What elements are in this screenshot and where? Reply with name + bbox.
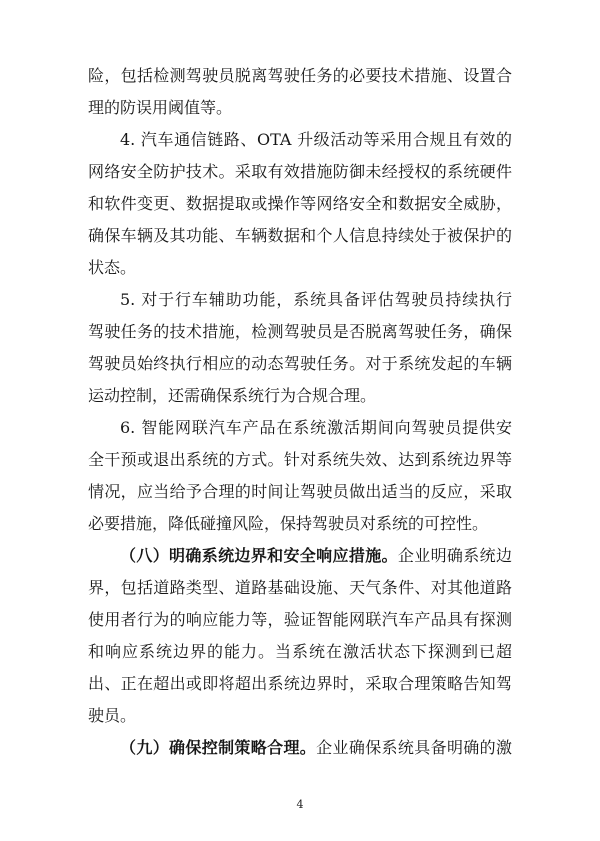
text-line <box>88 540 512 572</box>
text-line <box>88 732 512 764</box>
paragraph-continuation <box>88 60 512 124</box>
paragraph-item-4 <box>88 124 512 284</box>
text-line: 情况，应当给予合理的时间让驾驶员做出适当的反应，采取 <box>88 482 512 501</box>
paragraph-item-6 <box>88 412 512 540</box>
text-line: 和软件变更、数据提取或操作等网络安全和数据安全威胁， <box>88 194 512 213</box>
text-line: 使用者行为的响应能力等，验证智能网联汽车产品具有探测 <box>88 610 512 629</box>
text-line: 确保车辆及其功能、车辆数据和个人信息持续处于被保护的 <box>88 226 512 245</box>
text-run: 企业确保系统具备明确的激 <box>316 738 512 757</box>
section-heading: （九）确保控制策略合理。 <box>120 738 317 757</box>
paragraph-section-9 <box>88 732 512 764</box>
text-line: 驾驶员始终执行相应的动态驾驶任务。对于系统发起的车辆 <box>88 354 512 373</box>
text-line: 网络安全防护技术。采取有效措施防御未经授权的系统硬件 <box>88 162 512 181</box>
section-heading: （八）明确系统边界和安全响应措施。 <box>120 546 398 565</box>
text-line: 6. 智能网联汽车产品在系统激活期间向驾驶员提供安 <box>120 418 512 437</box>
paragraph-section-8 <box>88 540 512 732</box>
page-number: 4 <box>296 798 304 811</box>
text-line: 界，包括道路类型、道路基础设施、天气条件、对其他道路 <box>88 578 512 597</box>
text-run: 企业明确系统边 <box>397 546 512 565</box>
text-line: 驶员。 <box>88 706 137 725</box>
paragraph-item-5 <box>88 284 512 412</box>
text-line: 4. 汽车通信链路、OTA 升级活动等采用合规且有效的 <box>120 130 512 149</box>
text-line: 状态。 <box>88 258 137 277</box>
text-line: 5. 对于行车辅助功能，系统具备评估驾驶员持续执行 <box>120 290 512 309</box>
text-line: 驾驶任务的技术措施，检测驾驶员是否脱离驾驶任务，确保 <box>88 322 512 341</box>
text-line: 必要措施，降低碰撞风险，保持驾驶员对系统的可控性。 <box>88 514 489 533</box>
text-line: 运动控制，还需确保系统行为合规合理。 <box>88 386 377 405</box>
text-line: 出、正在超出或即将超出系统边界时，采取合理策略告知驾 <box>88 674 512 693</box>
text-line: 险，包括检测驾驶员脱离驾驶任务的必要技术措施、设置合 <box>88 66 512 85</box>
text-line: 全干预或退出系统的方式。针对系统失效、达到系统边界等 <box>88 450 512 469</box>
text-line: 和响应系统边界的能力。当系统在激活状态下探测到已超 <box>88 642 512 661</box>
text-line: 理的防误用阈值等。 <box>88 98 233 117</box>
body-text <box>88 60 512 764</box>
